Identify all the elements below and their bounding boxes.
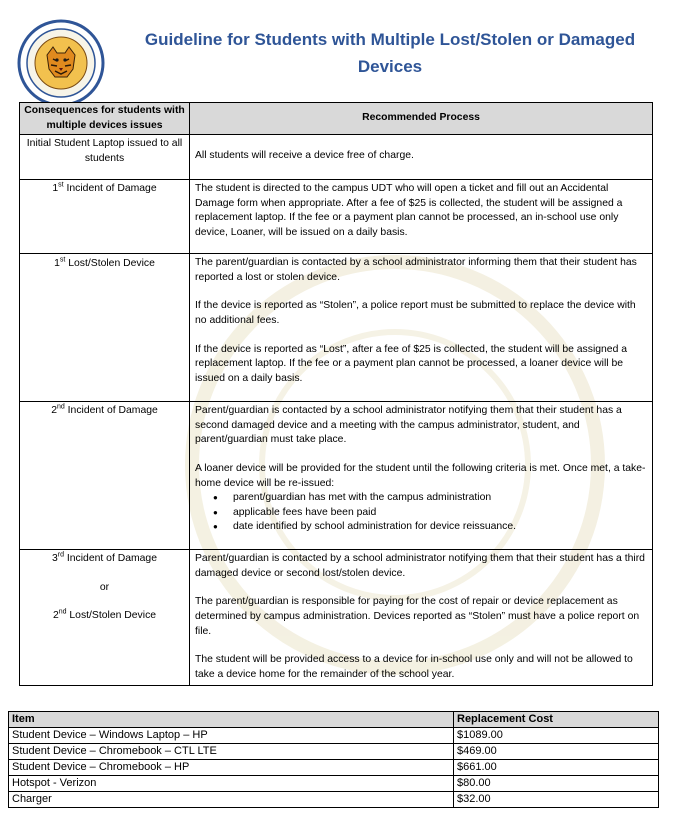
cost-cell: $80.00 (454, 776, 659, 792)
process-text: A loaner device will be provided for the student until the following criteria is met. Once met, a take-home device will be re-issued: (195, 462, 646, 489)
process-cell (190, 254, 653, 402)
cost-cell: $32.00 (454, 792, 659, 808)
table-row (20, 180, 653, 254)
process-text: Parent/guardian is contacted by a school administrator notifying them that their student has a second damaged device and a meeting with the campus administrator, student, and parent/guardian must take place. (195, 405, 622, 446)
item-cell: Hotspot - Verizon (9, 776, 454, 792)
table-row (9, 760, 659, 776)
table-header-row (20, 103, 653, 135)
column-header-process: Recommended Process (190, 103, 653, 135)
item-cell: Student Device – Chromebook – CTL LTE (9, 744, 454, 760)
process-text: All students will receive a device free of charge. (195, 150, 414, 162)
process-cell (190, 180, 653, 254)
column-header-cost: Replacement Cost (454, 712, 659, 728)
table-row (9, 728, 659, 744)
consequence-cell: 1st Lost/Stolen Device (20, 254, 190, 402)
table-row (9, 776, 659, 792)
process-cell (190, 550, 653, 686)
process-cell (190, 135, 653, 180)
table-row (20, 135, 653, 180)
process-text: The parent/guardian is responsible for paying for the cost of repair or device replacement as determined by campus administration. Devices reported as “Stolen” must have a police report on file. (195, 596, 640, 637)
replacement-cost-table (8, 711, 659, 808)
table-row (20, 254, 653, 402)
consequence-cell: 3rd Incident of Damage or 2nd Lost/Stolen Device (20, 550, 190, 686)
consequence-cell: 2nd Incident of Damage (20, 402, 190, 550)
item-cell: Student Device – Windows Laptop – HP (9, 728, 454, 744)
process-text: The student will be provided access to a device for in-school use only and will not be allowed to take a device home for the remainder of the school year. (195, 654, 633, 680)
process-text: The parent/guardian is contacted by a school administrator informing them that their student has reported a lost or stolen device. (195, 257, 637, 283)
consequence-cell: Initial Student Laptop issued to all students (20, 135, 190, 180)
list-item: ● applicable fees have been paid (233, 506, 648, 521)
table-row (9, 792, 659, 808)
table-row (9, 744, 659, 760)
table-row (20, 550, 653, 686)
process-text: The student is directed to the campus UDT who will open a ticket and fill out an Accidental Damage form when appropriate. After a fee of $25 is collected, the student will be assigned a replacement laptop. If the fee or a payment plan cannot be processed, an in-school use only device, Loaner, will be issued on a daily basis. (195, 183, 623, 238)
process-cell (190, 402, 653, 550)
cost-cell: $469.00 (454, 744, 659, 760)
list-item: ● date identified by school administration for device reissuance. (233, 520, 648, 535)
item-cell: Student Device – Chromebook – HP (9, 760, 454, 776)
page-title: Guideline for Students with Multiple Lost/Stolen or Damaged Devices (144, 30, 636, 76)
criteria-list (195, 491, 648, 535)
cost-cell: $661.00 (454, 760, 659, 776)
consequences-table (19, 102, 653, 686)
column-header-consequences: Consequences for students with multiple devices issues (20, 103, 190, 135)
column-header-item: Item (9, 712, 454, 728)
consequence-cell: 1st Incident of Damage (20, 180, 190, 254)
cost-cell: $1089.00 (454, 728, 659, 744)
process-text: If the device is reported as “Lost”, after a fee of $25 is collected, the student will be assigned a replacement laptop. If the fee or a payment plan cannot be processed, a loaner device will be issued on a daily basis. (195, 343, 628, 384)
table-row (20, 402, 653, 550)
process-text: If the device is reported as “Stolen”, a police report must be submitted to replace the device with no additional fees. (195, 300, 636, 326)
process-text: Parent/guardian is contacted by a school administrator notifying them that their student has a third damaged device or second lost/stolen device. (195, 553, 645, 579)
school-logo (17, 19, 105, 107)
item-cell: Charger (9, 792, 454, 808)
list-item: ● parent/guardian has met with the campus administration (233, 491, 648, 506)
table-header-row (9, 712, 659, 728)
